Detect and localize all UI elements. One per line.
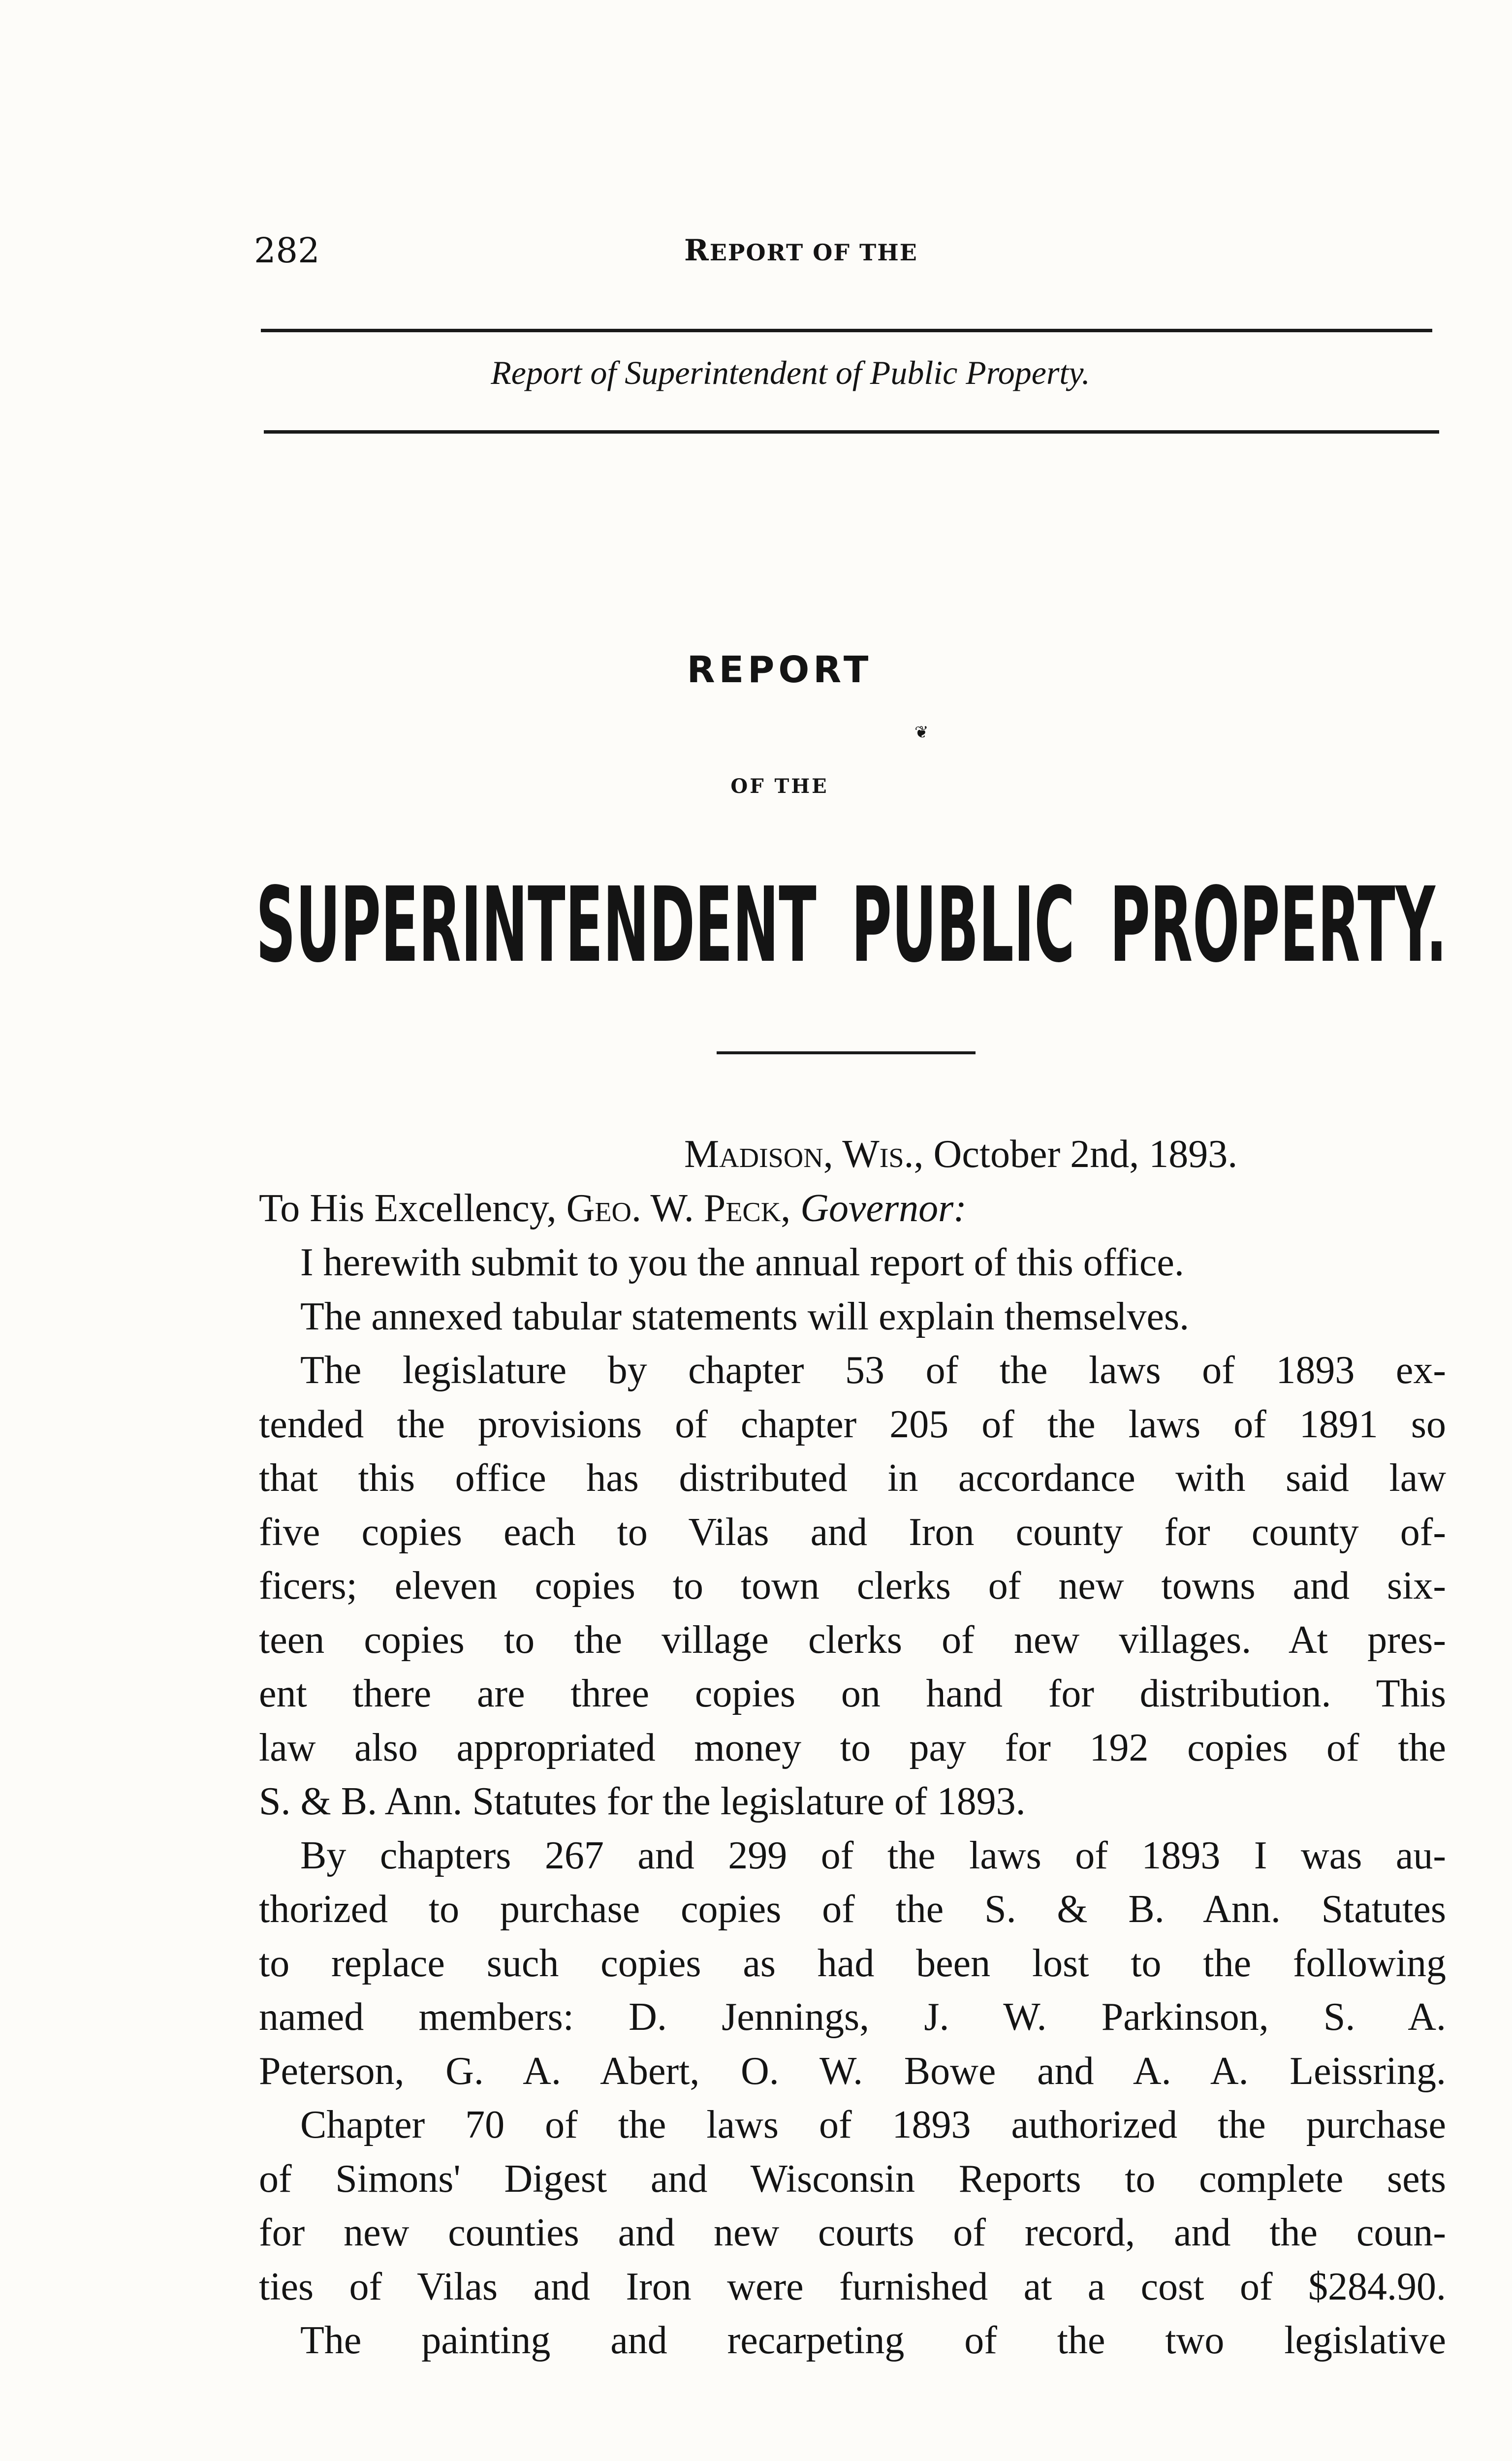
body-line: named members: D. Jennings, J. W. Parkinson, S. A.	[259, 1995, 1446, 2039]
section-title: Report of Superintendent of Public Property.	[491, 354, 1090, 391]
dateline-place: Madison, Wis.,	[684, 1133, 924, 1176]
title-main-wrap	[256, 866, 1447, 984]
title-main: SUPERINTENDENT PUBLIC PROPERTY.	[256, 865, 1447, 985]
title-separator-rule	[717, 1051, 976, 1054]
body-line: By chapters 267 and 299 of the laws of 1893 I was au-	[300, 1833, 1446, 1877]
body-line: teen copies to the village clerks of new villages. At pres-	[259, 1618, 1446, 1662]
body-line: tended the provisions of chapter 205 of the laws of 1891 so	[259, 1402, 1446, 1446]
running-head-rest: EPORT OF THE	[709, 239, 918, 266]
body-line: to replace such copies as had been lost to the following	[259, 1941, 1446, 1985]
header-rule-top	[261, 329, 1432, 332]
body-line: that this office has distributed in accordance with said law	[259, 1456, 1446, 1500]
body-line: for new counties and new courts of record, and the coun-	[259, 2211, 1446, 2254]
body-line: ent there are three copies on hand for distribution. This	[259, 1672, 1446, 1715]
body-line: I herewith submit to you the annual report of this office.	[300, 1241, 1184, 1284]
body-line: ties of Vilas and Iron were furnished at a cost of $284.90.	[259, 2265, 1446, 2308]
title-report: REPORT	[687, 649, 873, 691]
dateline	[684, 1132, 1237, 1177]
title-of-the: OF THE	[730, 775, 829, 798]
header-rule-bottom	[264, 430, 1439, 434]
body-line: five copies each to Vilas and Iron county for county of-	[259, 1510, 1446, 1554]
running-head-initial: R	[684, 233, 710, 268]
body-line: ficers; eleven copies to town clerks of new towns and six-	[259, 1564, 1446, 1608]
title-ornament: ❦	[914, 723, 929, 742]
page-number: 282	[254, 230, 320, 271]
salutation-to: To His Excellency,	[259, 1187, 567, 1230]
body-line: thorized to purchase copies of the S. & B. Ann. Statutes	[259, 1888, 1446, 1931]
body-line: The legislature by chapter 53 of the laws of 1893 ex-	[300, 1349, 1446, 1392]
salutation-title: Governor:	[790, 1187, 967, 1230]
body-line: The annexed tabular statements will explain themselves.	[300, 1294, 1190, 1338]
body-line: Peterson, G. A. Abert, O. W. Bowe and A. A. Leissring.	[259, 2049, 1446, 2093]
salutation-name: Geo. W. Peck,	[566, 1187, 791, 1230]
running-head	[684, 233, 918, 268]
body-line: The painting and recarpeting of the two legislative	[300, 2319, 1446, 2362]
body-line: Chapter 70 of the laws of 1893 authorized the purchase	[300, 2103, 1446, 2146]
body-line: of Simons' Digest and Wisconsin Reports to complete sets	[259, 2157, 1446, 2201]
body-line: S. & B. Ann. Statutes for the legislature of 1893.	[259, 1780, 1026, 1823]
body-line: law also appropriated money to pay for 192 copies of the	[259, 1726, 1446, 1769]
salutation	[259, 1186, 967, 1231]
dateline-date: October 2nd, 1893.	[923, 1133, 1238, 1176]
